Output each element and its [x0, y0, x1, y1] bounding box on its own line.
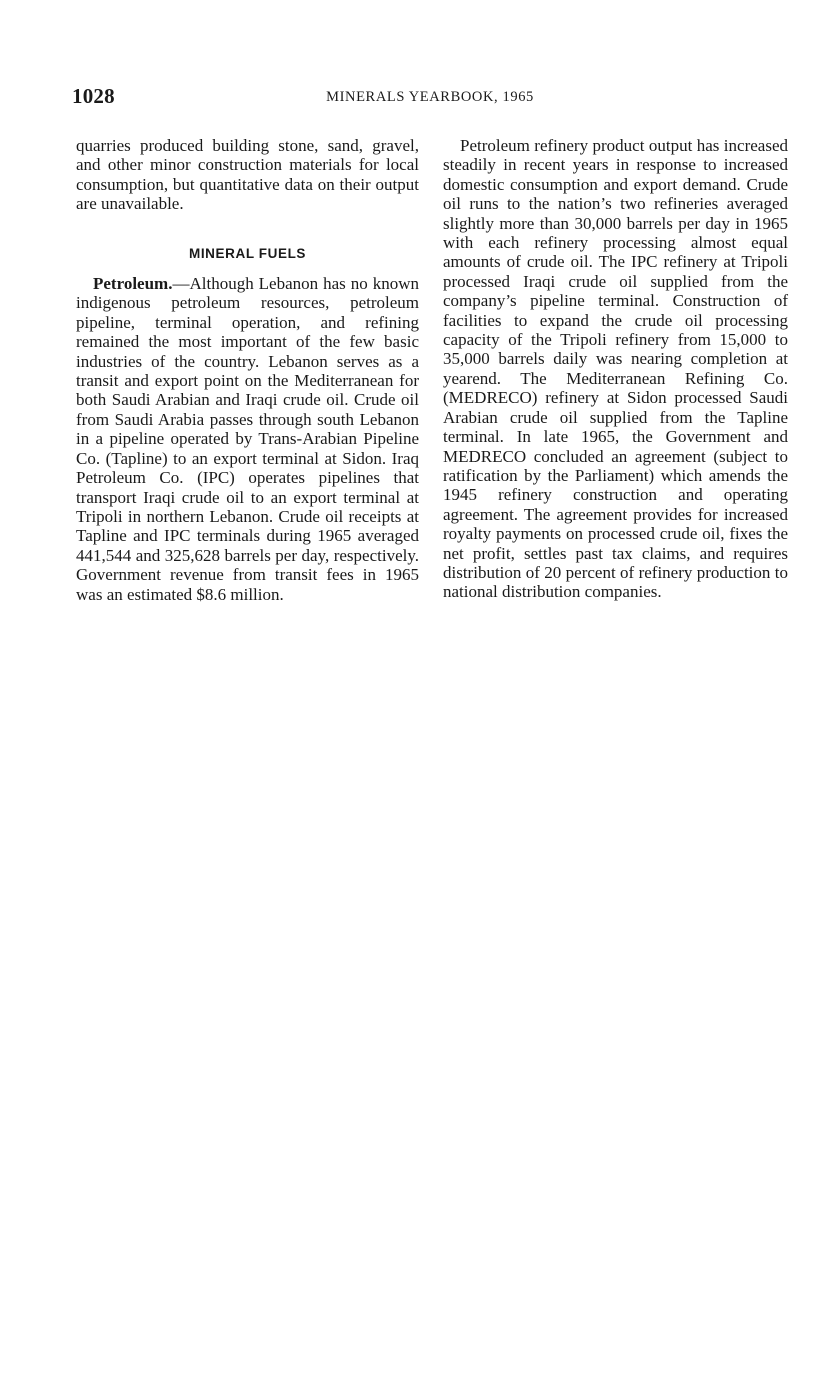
petroleum-paragraph	[76, 274, 419, 604]
refinery-paragraph: Petroleum refinery product output has increased steadily in recent years in response to increased domestic consumption and export demand. Crude oil runs to the nation’s two refineries averaged slightly more than 30,000 barrels per day in 1965 with each refinery processing almost equal amounts of crude oil. The IPC refinery at Tripoli processed Iraqi crude oil supplied from the company’s pipeline terminal. Construction of facilities to expand the crude oil processing capacity of the Tripoli refinery from 15,000 to 35,000 barrels daily was nearing completion at yearend. The Mediterranean Refining Co. (MEDRECO) refinery at Sidon processed Saudi Arabian crude oil supplied from the Tapline terminal. In late 1965, the Government and MEDRECO concluded an agreement (subject to ratification by the Parliament) which amends the 1945 refinery construction and operating agreement. The agreement provides for increased royalty payments on processed crude oil, fixes the net profit, settles past tax claims, and requires distribution of 20 percent of refinery production to national distribution companies.	[443, 136, 788, 602]
running-head: MINERALS YEARBOOK, 1965	[326, 89, 534, 105]
page-number: 1028	[72, 84, 115, 108]
intro-paragraph: quarries produced building stone, sand, gravel, and other minor construction materials for local consumption, but quantitative data on their output are unavailable.	[76, 136, 419, 214]
left-column	[76, 136, 419, 604]
petroleum-run-in-title: Petroleum.	[93, 274, 173, 294]
right-column	[443, 136, 788, 602]
petroleum-paragraph-text: —Although Lebanon has no known indigenous petroleum resources, petroleum pipeline, terminal operation, and refining remained the most important of the few basic industries of the country. Lebanon serves as a transit and export point on the Mediterranean for both Saudi Arabian and Iraqi crude oil. Crude oil from Saudi Arabia passes through south Lebanon in a pipeline operated by Trans-Arabian Pipeline Co. (Tapline) to an export terminal at Sidon. Iraq Petroleum Co. (IPC) operates pipelines that transport Iraqi crude oil to an export terminal at Tripoli in northern Lebanon. Crude oil receipts at Tapline and IPC terminals during 1965 averaged 441,544 and 325,628 barrels per day, respectively. Government revenue from transit fees in 1965 was an estimated $8.6 million.	[76, 274, 419, 604]
section-heading-mineral-fuels: MINERAL FUELS	[188, 245, 307, 261]
